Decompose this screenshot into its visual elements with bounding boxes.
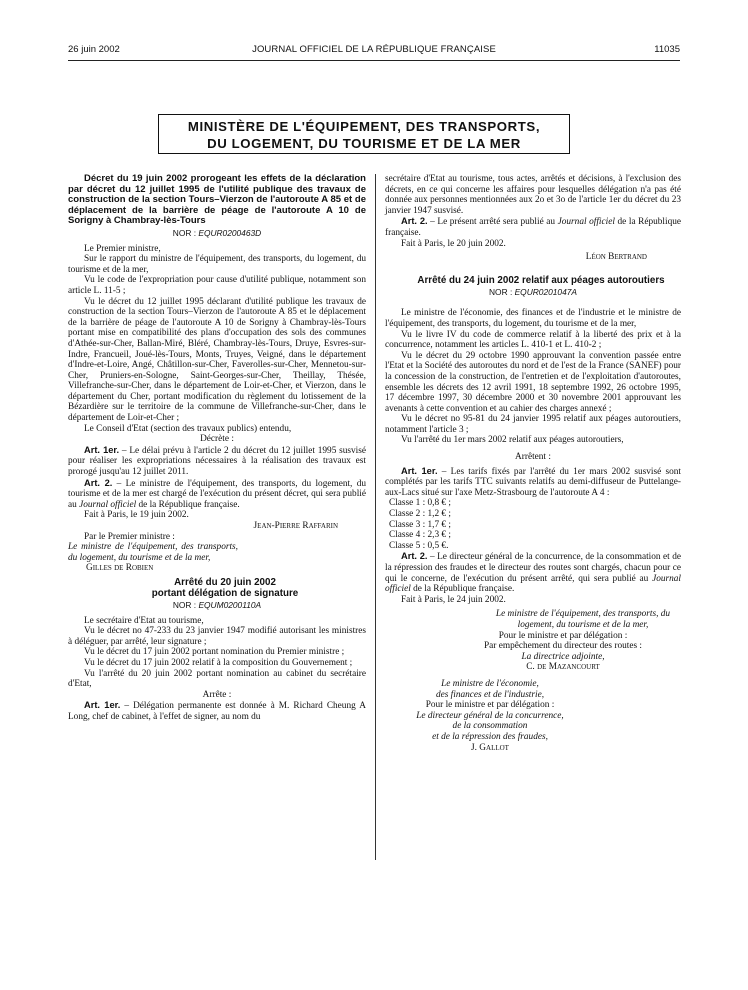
decree-title: Décret du 19 juin 2002 prorogeant les effets de la déclaration par décret du 12 juillet 1995 de l'utilité publique des travaux de construction de la section Tours–Vierzon de l'autoroute A 85 et de déplacement de la barrière de péage de l'autoroute A 10 de Sorigny à Chambray-lès-Tours <box>68 173 366 227</box>
left-column <box>68 174 366 723</box>
column-divider <box>375 174 376 860</box>
toll-class-item: Classe 1 : 0,8 € ; <box>389 498 451 509</box>
nor-code: EQUR0201047A <box>514 286 577 297</box>
toll-class-item: Classe 3 : 1,7 € ; <box>389 519 451 530</box>
sig1-pour: Pour le ministre et par délégation : <box>498 630 628 641</box>
art-text: de la République française. <box>136 499 240 510</box>
arrete2-p5: Vu l'arrêté du 1er mars 2002 relatif aux péages autoroutiers, <box>401 435 624 446</box>
ministry-title-line1: MINISTÈRE DE L'ÉQUIPEMENT, DES TRANSPORTS, <box>187 119 541 134</box>
sig2-title1: Le ministre de l'économie, <box>441 678 539 689</box>
sig2-role3: et de la répression des fraudes, <box>432 731 548 742</box>
decree-decrete: Décrète : <box>200 434 234 445</box>
page-header <box>68 44 680 58</box>
arrete1-continuation: secrétaire d'Etat au tourisme, tous actes, arrêtés et décisions, à l'exclusion des décrets, en ce qui concerne les affaires pour lesquelles délégation n'a pas été donnée aux personnes mentionnées aux 2o et 3o de l'article 1er du décret du 23 janvier 1947 susvisé. <box>385 174 681 216</box>
nor-label: NOR : <box>489 286 515 297</box>
arrete2-title: Arrêté du 24 juin 2002 relatif aux péages autoroutiers <box>417 274 665 286</box>
decree-p1: Le Premier ministre, <box>84 243 161 254</box>
art-text: – Délégation permanente est donnée à M. Richard Cheung A Long, chef de cabinet, à l'effet de signer, au nom du <box>68 701 366 722</box>
decree-par: Par le Premier ministre : <box>84 531 175 542</box>
nor-code: EQUR0200463D <box>198 227 262 238</box>
header-rule <box>68 60 680 61</box>
sig2-role2: de la consommation <box>452 721 528 732</box>
journal-officiel-ref: Journal officiel <box>557 217 615 228</box>
decree-p4: Vu le décret du 12 juillet 1995 déclarant d'utilité publique les travaux de construction de la section Tours–Vierzon de l'autoroute A 85 et le déplacement de la barrière de péage de l'autoroute A 10 de Sorigny à Chambray-lès-Tours portant mise en compatibilité des plans d'occupation des sols des communes d'Athée-sur-Cher, Ballan-Miré, Bléré, Chambray-lès-Tours, Druye, Esvres-sur-Indre, Francueil, Joué-lès-Tours, Monts, Truyes, Veigné, dans le département d'Indre-et-Loire, Angé, Châtillon-sur-Cher, Faverolles-sur-Cher, Mennetou-sur-Cher, Pruniers-en-Sologne, Saint-Georges-sur-Cher, Theillay, Thésée, Villefranche-sur-Cher, dans le département de Loir-et-Cher, et Vierzon, dans le département du Cher, portant modification du règlement du lotissement de la Bézardière sur le territoire de la commune de Villefranche-sur-Cher, dans le département de Loir-et-Cher ; <box>68 296 366 424</box>
arrete2-p3: Vu le décret du 29 octobre 1990 approuvant la convention passée entre l'Etat et la Société des autoroutes du nord et de l'est de la France (SANEF) pour la concession de la construction, de l'entretien et de l'exploitation d'autoroutes, ensemble les décrets des 12 avril 1991, 18 septembre 1992, 26 octobre 1995, 17 décembre 1997, 30 décembre 2000 et 30 novembre 2001 approuvant les avenants à cette convention et au cahier des charges annexé ; <box>385 350 681 414</box>
decree-art2 <box>68 478 366 511</box>
nor-code: EQUM0200110A <box>198 599 262 610</box>
art-label: Art. 2. <box>401 551 428 562</box>
toll-class-item: Classe 4 : 2,3 € ; <box>389 530 451 541</box>
arrete1-art2 <box>385 216 681 238</box>
arrete1-nor <box>68 600 366 611</box>
decree-signatory: Jean-Pierre Raffarin <box>253 521 338 531</box>
right-column <box>385 174 681 753</box>
signature-block-economie <box>385 679 595 753</box>
toll-class-item: Classe 2 : 1,2 € ; <box>389 509 451 520</box>
arrete2-p2: Vu le livre IV du code de commerce relatif à la liberté des prix et à la concurrence, notamment les articles L. 410-1 et L. 410-2 ; <box>385 329 681 351</box>
nor-label: NOR : <box>172 599 199 610</box>
journal-officiel-ref: Journal officiel <box>79 499 137 510</box>
art-text: – Le directeur général de la concurrence, de la consommation et de la répression des fraudes et le directeur des routes sont chargés, chacun pour ce qui le concerne, de l'exécution du présent arrêté, qui sera publié au <box>385 552 681 584</box>
arrete1-p3: Vu le décret du 17 juin 2002 portant nomination du Premier ministre ; <box>84 647 345 658</box>
sig1-title: Le ministre de l'équipement, des transports, du logement, du tourisme et de la mer, <box>495 609 671 630</box>
art-label: Art. 1er. <box>84 700 121 711</box>
signature-block-equipement <box>385 609 681 673</box>
decree-minister-name: Gilles de Robien <box>86 563 154 574</box>
arrete1-p5: Vu l'arrêté du 20 juin 2002 portant nomination au cabinet du secrétaire d'Etat, <box>68 668 366 690</box>
arrete1-p1: Le secrétaire d'Etat au tourisme, <box>84 615 204 626</box>
decree-minister-title: Le ministre de l'équipement, des transports, du logement, du tourisme et de la mer, <box>68 542 238 563</box>
arrete1-title-line1: Arrêté du 20 juin 2002 <box>174 576 276 588</box>
art-text: – Les tarifs fixés par l'arrêté du 1er mars 2002 susvisé sont complétés par les tarifs TTC suivants relatifs au demi-diffuseur de Puttelange-aux-Lacs situé sur l'axe Metz-Strasbourg de l'autoroute A 4 : <box>385 466 681 498</box>
arrete2-nor <box>385 287 681 298</box>
arrete2-arretent: Arrêtent : <box>515 452 551 463</box>
art-text: – Le ministre de l'équipement, des transports, du logement, du tourisme et de la mer est chargé de l'exécution du présent décret, qui sera publié au <box>68 478 366 510</box>
sig1-role: La directrice adjointe, <box>521 651 605 662</box>
arrete2-fait: Fait à Paris, le 24 juin 2002. <box>401 594 506 605</box>
sig2-name: J. Gallot <box>471 742 509 753</box>
art-label: Art. 1er. <box>84 444 120 455</box>
sig2-title2: des finances et de l'industrie, <box>435 689 545 700</box>
toll-class-list <box>385 498 681 551</box>
arrete1-art1 <box>68 700 366 722</box>
arrete1-p2: Vu le décret no 47-233 du 23 janvier 1947 modifié autorisant les ministres à déléguer, par arrêté, leur signature ; <box>68 626 366 647</box>
arrete2-p1: Le ministre de l'économie, des finances et de l'industrie et le ministre de l'équipement, des transports, du logement, du tourisme et de la mer, <box>385 308 681 329</box>
art-text: – Le délai prévu à l'article 2 du décret du 12 juillet 1995 susvisé pour réaliser les expropriations nécessaires à la réalisation des travaux est prorogé jusqu'au 12 juillet 2011. <box>68 445 366 478</box>
arrete1-title-line2: portant délégation de signature <box>151 587 299 599</box>
art-text: – Le présent arrêté sera publié au <box>427 217 558 228</box>
toll-class-item: Classe 5 : 0,5 €. <box>389 540 449 551</box>
header-date: 26 juin 2002 <box>68 44 120 55</box>
arrete1-signatory: Léon Bertrand <box>585 252 647 263</box>
decree-nor <box>68 228 366 239</box>
journal-officiel-ref: Journal officiel <box>385 573 681 595</box>
art-text: de la République française. <box>410 584 515 595</box>
decree-p3: Vu le code de l'expropriation pour cause d'utilité publique, notamment son article L. 11-5 ; <box>68 275 366 296</box>
art-label: Art. 2. <box>401 216 428 227</box>
arrete1-arrete: Arrête : <box>202 689 232 700</box>
arrete2-art1 <box>385 466 681 499</box>
sig2-role1: Le directeur général de la concurrence, <box>416 710 564 721</box>
art-label: Art. 1er. <box>401 465 438 476</box>
decree-art1 <box>68 445 366 478</box>
sig1-emp: Par empêchement du directeur des routes : <box>484 641 642 652</box>
sig1-name: C. de Mazancourt <box>526 662 600 673</box>
decree-p5: Le Conseil d'Etat (section des travaux publics) entendu, <box>84 423 292 434</box>
ministry-box <box>158 114 570 154</box>
ministry-title-line2: DU LOGEMENT, DU TOURISME ET DE LA MER <box>207 136 521 151</box>
decree-fait: Fait à Paris, le 19 juin 2002. <box>84 510 189 521</box>
nor-label: NOR : <box>172 227 199 238</box>
header-journal-title: JOURNAL OFFICIEL DE LA RÉPUBLIQUE FRANÇAISE <box>252 44 496 55</box>
sig2-pour: Pour le ministre et par délégation : <box>425 700 555 711</box>
header-page-number: 11035 <box>654 44 680 55</box>
arrete2-art2 <box>385 551 681 594</box>
arrete2-p4: Vu le décret no 95-81 du 24 janvier 1995 relatif aux péages autoroutiers, notamment l'article 3 ; <box>385 414 681 435</box>
art-text: de la République française. <box>385 217 681 238</box>
decree-p2: Sur le rapport du ministre de l'équipement, des transports, du logement, du tourisme et de la mer, <box>68 254 366 275</box>
arrete1-fait: Fait à Paris, le 20 juin 2002. <box>401 238 506 249</box>
art-label: Art. 2. <box>84 477 113 488</box>
arrete1-p4: Vu le décret du 17 juin 2002 relatif à la composition du Gouvernement ; <box>84 657 353 668</box>
